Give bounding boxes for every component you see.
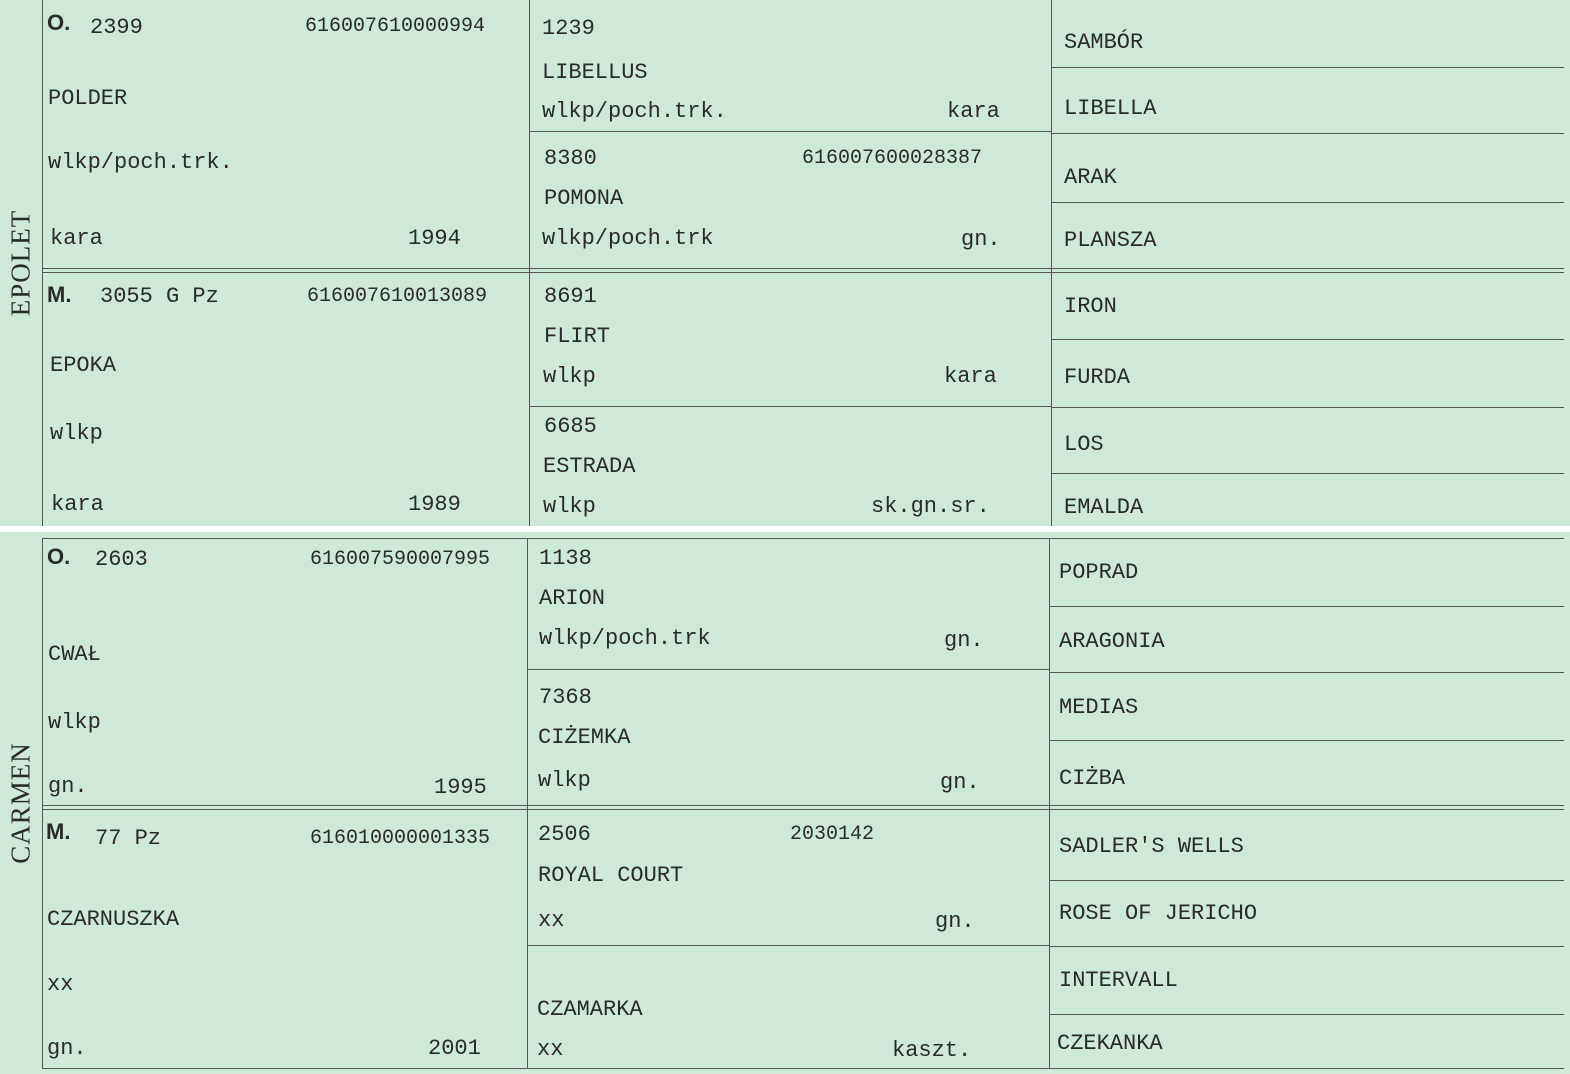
grid-line <box>42 0 43 526</box>
grid-line <box>42 809 1564 810</box>
dam-sire-name: FLIRT <box>544 324 611 349</box>
sire-sire-breed: wlkp/poch.trk <box>539 626 711 651</box>
dam-sire-passport: 2030142 <box>790 823 875 846</box>
sire-sire-breed: wlkp/poch.trk. <box>542 99 727 124</box>
grandparent-1: SAMBÓR <box>1064 30 1144 55</box>
grandparent-4: PLANSZA <box>1064 228 1157 253</box>
sire-dam-color: gn. <box>940 770 980 795</box>
sire-passport: 616007610000994 <box>305 15 486 38</box>
horse-name: CARMEN <box>5 742 36 864</box>
grid-line <box>42 272 1564 273</box>
grid-line <box>529 0 530 526</box>
sire-number: 2603 <box>95 547 148 572</box>
dam-color: gn. <box>47 1036 87 1061</box>
grid-line <box>1049 946 1564 947</box>
grandparent-7: LOS <box>1064 432 1104 457</box>
sire-dam-name: POMONA <box>544 186 624 211</box>
dam-dam-number: 6685 <box>544 414 597 439</box>
grid-line <box>1049 1014 1564 1015</box>
grandparent-3: MEDIAS <box>1059 695 1139 720</box>
sire-sire-color: kara <box>947 99 1000 124</box>
grandparent-6: ROSE OF JERICHO <box>1059 901 1258 926</box>
sire-label: O. <box>47 544 71 569</box>
pedigree-card-carmen <box>0 532 1570 1074</box>
sire-dam-name: CIŻEMKA <box>538 725 631 750</box>
grandparent-6: FURDA <box>1064 365 1131 390</box>
sire-breed: wlkp <box>48 710 101 735</box>
grid-line <box>1049 538 1050 1068</box>
grid-line <box>1051 67 1564 68</box>
grid-line <box>1049 740 1564 741</box>
sire-dam-passport: 616007600028387 <box>802 147 983 170</box>
horse-name-panel <box>0 0 42 526</box>
grandparent-5: SADLER'S WELLS <box>1059 834 1244 859</box>
sire-label: O. <box>47 10 71 35</box>
dam-dam-breed: wlkp <box>543 494 596 519</box>
grid-line <box>527 538 528 1068</box>
sire-year: 1995 <box>434 775 487 800</box>
dam-passport: 616010000001335 <box>310 827 491 850</box>
dam-dam-name: ESTRADA <box>543 454 636 479</box>
dam-dam-color: kaszt. <box>892 1038 972 1063</box>
sire-color: kara <box>50 226 103 251</box>
grandparent-4: CIŻBA <box>1059 766 1126 791</box>
sire-passport: 616007590007995 <box>310 548 491 571</box>
grid-line <box>1049 672 1564 673</box>
grid-line <box>42 805 1564 806</box>
grid-line <box>1049 606 1564 607</box>
dam-breed: xx <box>47 972 74 997</box>
grid-line <box>1049 880 1564 881</box>
grandparent-2: ARAGONIA <box>1059 629 1165 654</box>
grid-line <box>527 669 1049 670</box>
dam-year: 2001 <box>428 1036 481 1061</box>
dam-breed: wlkp <box>50 421 103 446</box>
grid-line <box>1051 339 1564 340</box>
dam-sire-color: kara <box>944 364 997 389</box>
pedigree-card-epolet <box>0 0 1570 526</box>
sire-dam-number: 7368 <box>539 685 592 710</box>
horse-name-panel <box>0 532 42 1074</box>
sire-dam-breed: wlkp/poch.trk <box>542 226 714 251</box>
sire-sire-number: 1239 <box>542 16 595 41</box>
sire-sire-name: LIBELLUS <box>542 60 648 85</box>
dam-number: 3055 G Pz <box>100 284 219 309</box>
sire-number: 2399 <box>90 15 143 40</box>
dam-passport: 616007610013089 <box>307 285 488 308</box>
sire-breed: wlkp/poch.trk. <box>48 150 233 175</box>
sire-dam-number: 8380 <box>544 146 597 171</box>
grandparent-5: IRON <box>1064 294 1117 319</box>
dam-dam-color: sk.gn.sr. <box>871 494 990 519</box>
sire-sire-name: ARION <box>539 586 606 611</box>
grid-line <box>529 406 1051 407</box>
grid-line <box>42 538 1564 539</box>
sire-year: 1994 <box>408 226 461 251</box>
dam-sire-name: ROYAL COURT <box>538 863 684 888</box>
grid-line <box>529 131 1051 132</box>
grid-line <box>1051 473 1564 474</box>
dam-sire-number: 8691 <box>544 284 597 309</box>
sire-name: CWAŁ <box>48 642 101 667</box>
grid-line <box>42 538 43 1068</box>
dam-number: 77 Pz <box>95 826 162 851</box>
dam-color: kara <box>51 492 104 517</box>
grandparent-1: POPRAD <box>1059 560 1139 585</box>
grid-line <box>1051 133 1564 134</box>
sire-color: gn. <box>48 774 88 799</box>
grid-line <box>1051 202 1564 203</box>
sire-sire-number: 1138 <box>539 546 592 571</box>
dam-sire-breed: xx <box>538 908 565 933</box>
dam-name: EPOKA <box>50 353 117 378</box>
dam-dam-name: CZAMARKA <box>537 997 643 1022</box>
dam-sire-color: gn. <box>935 909 975 934</box>
sire-sire-color: gn. <box>944 628 984 653</box>
dam-name: CZARNUSZKA <box>47 907 180 932</box>
horse-name: EPOLET <box>5 209 36 317</box>
grandparent-8: EMALDA <box>1064 495 1144 520</box>
grid-line <box>42 268 1564 269</box>
grid-line <box>527 945 1049 946</box>
grandparent-3: ARAK <box>1064 165 1117 190</box>
grandparent-8: CZEKANKA <box>1057 1031 1163 1056</box>
grid-line <box>42 1068 1564 1069</box>
dam-dam-breed: xx <box>537 1037 564 1062</box>
dam-label: M. <box>47 282 72 307</box>
sire-name: POLDER <box>48 86 128 111</box>
sire-dam-color: gn. <box>961 227 1001 252</box>
grid-line <box>1051 407 1564 408</box>
sire-dam-breed: wlkp <box>538 768 591 793</box>
dam-sire-number: 2506 <box>538 822 591 847</box>
dam-sire-breed: wlkp <box>543 364 596 389</box>
grid-line <box>1051 0 1052 526</box>
dam-label: M. <box>46 819 71 844</box>
dam-year: 1989 <box>408 492 461 517</box>
grandparent-7: INTERVALL <box>1059 968 1178 993</box>
grandparent-2: LIBELLA <box>1064 96 1157 121</box>
